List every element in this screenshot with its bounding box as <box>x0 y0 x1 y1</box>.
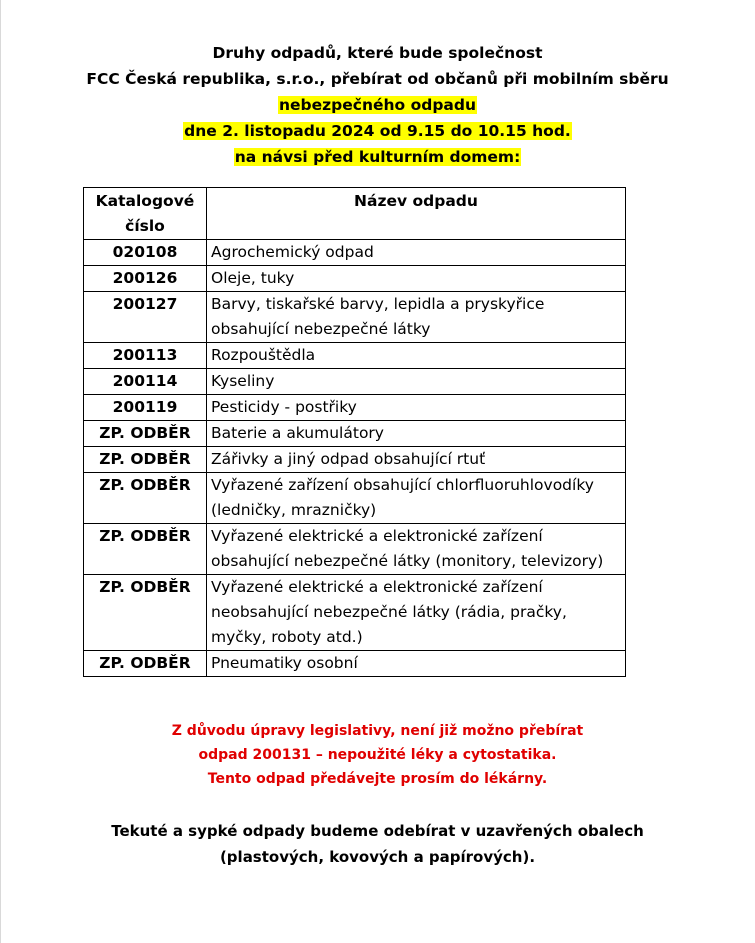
catalog-number-cell: 200119 <box>84 395 207 421</box>
waste-name-cell: Vyřazené zařízení obsahující chlorfluoruhlovodíky (ledničky, mrazničky) <box>207 473 626 524</box>
catalog-number-cell: 200127 <box>84 292 207 343</box>
waste-name-cell: Zářivky a jiný odpad obsahující rtuť <box>207 447 626 473</box>
table-row <box>84 575 626 651</box>
legislation-notice <box>0 719 755 791</box>
waste-name-cell: Barvy, tiskařské barvy, lepidla a pryskyřice obsahující nebezpečné látky <box>207 292 626 343</box>
notice-line-3: Tento odpad předávejte prosím do lékárny. <box>207 771 548 787</box>
packaging-note <box>0 818 755 870</box>
highlighted-location: na návsi před kulturním domem: <box>234 148 521 166</box>
catalog-number-cell: 200114 <box>84 369 207 395</box>
highlighted-waste-type: nebezpečného odpadu <box>278 96 477 114</box>
table-row <box>84 421 626 447</box>
table-row <box>84 524 626 575</box>
table-row <box>84 447 626 473</box>
catalog-number-cell: ZP. ODBĚR <box>84 524 207 575</box>
catalog-number-cell: 200113 <box>84 343 207 369</box>
header-catalog-number-line2: číslo <box>125 217 165 235</box>
catalog-number-cell: ZP. ODBĚR <box>84 421 207 447</box>
table-row <box>84 240 626 266</box>
header-text-2: FCC Česká republika, s.r.o., přebírat od občanů při mobilním sběru <box>86 70 669 88</box>
table-row <box>84 369 626 395</box>
waste-name-cell: Baterie a akumulátory <box>207 421 626 447</box>
header-catalog-number <box>84 188 207 240</box>
header-text-1: Druhy odpadů, které bude společnost <box>212 44 543 62</box>
waste-name-cell: Pneumatiky osobní <box>207 651 626 677</box>
table-header-row <box>84 188 626 240</box>
waste-name-cell: Oleje, tuky <box>207 266 626 292</box>
waste-name-cell: Agrochemický odpad <box>207 240 626 266</box>
table-row <box>84 473 626 524</box>
waste-name-cell: Kyseliny <box>207 369 626 395</box>
catalog-number-cell: 020108 <box>84 240 207 266</box>
catalog-number-cell: ZP. ODBĚR <box>84 651 207 677</box>
header-waste-name: Název odpadu <box>207 188 626 240</box>
header-line-company <box>0 66 755 92</box>
catalog-number-cell: ZP. ODBĚR <box>84 575 207 651</box>
catalog-number-cell: ZP. ODBĚR <box>84 473 207 524</box>
header-line-company-intro <box>0 40 755 66</box>
highlighted-date-time: dne 2. listopadu 2024 od 9.15 do 10.15 hod. <box>184 122 571 140</box>
table-row <box>84 292 626 343</box>
waste-name-cell: Vyřazené elektrické a elektronické zařízení obsahující nebezpečné látky (monitory, televizory) <box>207 524 626 575</box>
notice-line-2: odpad 200131 – nepoužité léky a cytostatika. <box>198 747 557 763</box>
table-row <box>84 343 626 369</box>
catalog-number-cell: 200126 <box>84 266 207 292</box>
header-line-date <box>0 118 755 144</box>
table-row <box>84 266 626 292</box>
header-catalog-number-line1: Katalogové <box>95 192 195 210</box>
waste-name-cell: Vyřazené elektrické a elektronické zařízení neobsahující nebezpečné látky (rádia, pračky, myčky, roboty atd.) <box>207 575 626 651</box>
waste-catalog-table <box>83 187 626 677</box>
waste-name-cell: Rozpouštědla <box>207 343 626 369</box>
header-line-location <box>0 144 755 170</box>
waste-name-cell: Pesticidy - postřiky <box>207 395 626 421</box>
table-row <box>84 395 626 421</box>
footer-line-1: Tekuté a sypké odpady budeme odebírat v uzavřených obalech <box>111 822 644 840</box>
table-row <box>84 651 626 677</box>
footer-line-2: (plastových, kovových a papírových). <box>219 848 536 866</box>
catalog-number-cell: ZP. ODBĚR <box>84 447 207 473</box>
document-header <box>0 40 755 170</box>
header-line-waste-type <box>0 92 755 118</box>
notice-line-1: Z důvodu úpravy legislativy, není již možno přebírat <box>171 723 584 739</box>
table-body <box>84 240 626 677</box>
